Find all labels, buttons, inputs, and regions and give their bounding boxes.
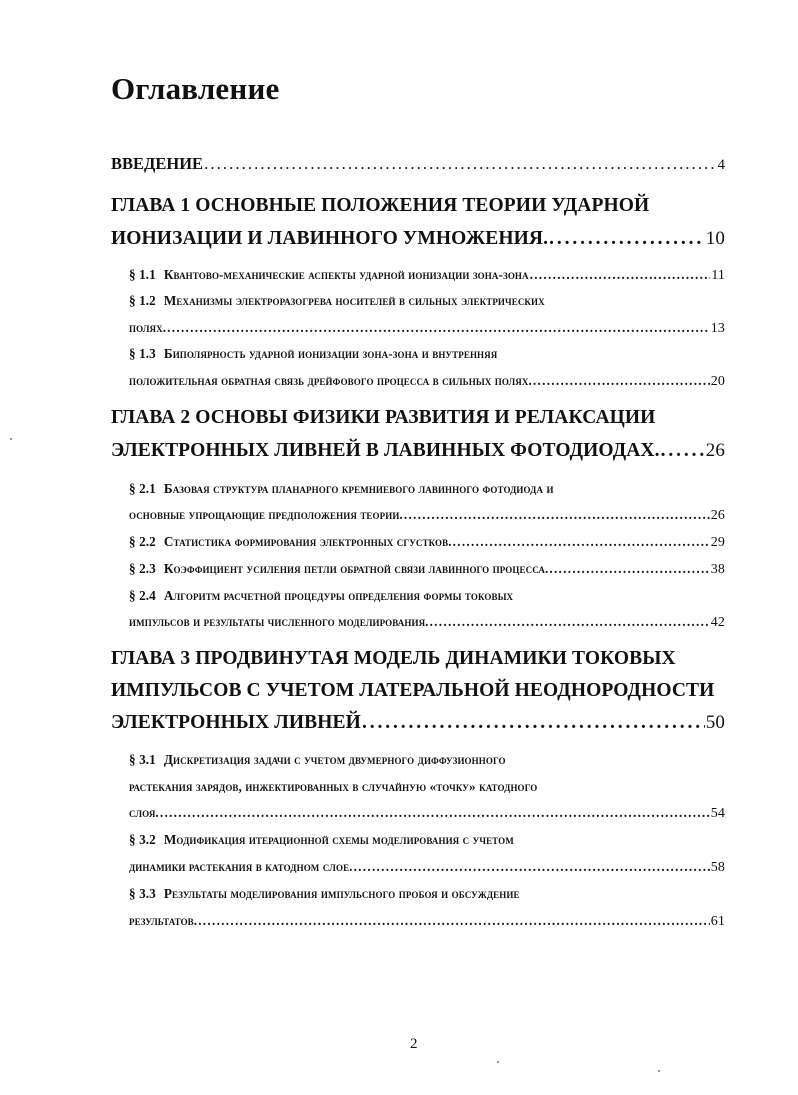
dot-leader [549,561,709,577]
dot-leader [404,507,710,523]
section-number: § 2.3 [129,561,156,576]
toc-page-number: 13 [710,321,725,336]
section-number: § 1.2 [129,293,156,308]
toc-chapter-1-line-1[interactable] [111,195,725,217]
scan-speck [658,1070,660,1072]
toc-chapter-3-line-3[interactable] [111,712,725,734]
section-title: полях. [129,320,167,335]
toc-section-3-1-line-3[interactable] [129,805,725,822]
dot-leader [533,373,710,389]
toc-chapter-text: ГЛАВА 2 ОСНОВЫ ФИЗИКИ РАЗВИТИЯ И РЕЛАКСАЦИИ [111,407,656,428]
toc-section-1-2-line-1[interactable] [129,293,725,309]
toc-section-3-2-line-1[interactable] [129,832,725,848]
toc-page-number: 42 [710,615,725,630]
toc-section-2-4-line-1[interactable] [129,588,725,604]
section-title: динамики растекания в катодном слое. [129,859,353,874]
toc-chapter-3-line-1[interactable] [111,648,725,670]
section-title: положительная обратная связь дрейфового процесса в сильных полях. [129,373,532,388]
scan-speck [497,1061,499,1063]
toc-chapter-text: ГЛАВА 1 ОСНОВНЫЕ ПОЛОЖЕНИЯ ТЕОРИИ УДАРНОЙ [111,195,650,216]
toc-chapter-3-line-2[interactable] [111,680,725,702]
toc-entry-text: ВВЕДЕНИЕ [111,154,204,173]
section-title: Механизмы электроразогрева носителей в сильных электрических [163,293,545,308]
section-title: Биполярность ударной ионизации зона-зона и внутренняя [163,346,498,361]
section-title: Квантово-механические аспекты ударной ионизации зона-зона [163,267,529,282]
dot-leader [453,534,710,550]
dot-leader [530,267,711,283]
toc-section-1-2-line-2[interactable] [129,320,725,337]
dot-leader [204,154,716,174]
section-number: § 3.3 [129,886,156,901]
section-number: § 2.4 [129,588,156,603]
toc-section-3-3-line-1[interactable] [129,886,725,902]
dot-leader [167,320,710,336]
section-title: Коэффициент усиления петли обратной связи лавинного процесса. [163,561,549,576]
toc-page-number: 4 [717,157,725,173]
section-number: § 1.3 [129,346,156,361]
section-title: Статистика формирования электронных сгустков. [163,534,452,549]
toc-page-number: 26 [710,508,725,523]
section-title: Модификация итерационной схемы моделирования с учетом [163,832,514,847]
toc-section-1-3-line-1[interactable] [129,346,725,362]
toc-section-2-4-line-2[interactable] [129,614,725,631]
toc-chapter-2-line-1[interactable] [111,407,725,429]
section-title: основные упрощающие предположения теории. [129,507,403,522]
toc-page-number: 26 [705,440,725,461]
toc-chapter-text: ЭЛЕКТРОННЫХ ЛИВНЕЙ [111,712,361,733]
section-title: Дискретизация задачи с учетом двумерного диффузионного [163,752,506,767]
section-number: § 2.2 [129,534,156,549]
toc-page-number: 61 [710,914,725,929]
section-number: § 3.1 [129,752,156,767]
toc-page-number: 29 [710,535,725,550]
toc-chapter-text: ГЛАВА 3 ПРОДВИНУТАЯ МОДЕЛЬ ДИНАМИКИ ТОКОВЫХ [111,648,676,669]
page-number: 2 [410,1036,418,1052]
page-title: Оглавление [111,71,280,106]
toc-section-3-2-line-2[interactable] [129,859,725,876]
section-title: результатов. [129,913,198,928]
toc-page-number: 50 [705,712,725,733]
section-number: § 1.1 [129,267,156,282]
dot-leader [160,805,710,821]
toc-section-2-1-line-2[interactable] [129,507,725,524]
dot-leader [430,614,710,630]
toc-chapter-text: ИОНИЗАЦИИ И ЛАВИННОГО УМНОЖЕНИЯ. [111,228,549,249]
toc-chapter-text: ЭЛЕКТРОННЫХ ЛИВНЕЙ В ЛАВИННЫХ ФОТОДИОДАХ. [111,440,660,461]
toc-section-1-3-line-2[interactable] [129,373,725,390]
toc-page-number: 38 [710,562,725,577]
scan-speck [10,438,12,440]
toc-page-number: 58 [710,860,725,875]
toc-section-1-1[interactable] [129,267,725,284]
section-title: слоя. [129,805,159,820]
section-number: § 3.2 [129,832,156,847]
section-number: § 2.1 [129,481,156,496]
toc-page-number: 20 [710,374,725,389]
toc-chapter-1-line-2[interactable] [111,228,725,250]
section-title: растекания зарядов, инжектированных в случайную «точку» катодного [129,779,538,794]
section-title: Базовая структура планарного кремниевого лавинного фотодиода и [163,481,554,496]
toc-section-2-3[interactable] [129,561,725,578]
section-title: Результаты моделирования импульсного пробоя и обсуждение [163,886,520,901]
dot-leader [549,228,705,250]
dot-leader [198,913,710,929]
toc-section-3-1-line-2[interactable] [129,779,725,795]
section-title: импульсов и результаты численного моделирования. [129,614,429,629]
section-title: Алгоритм расчетной процедуры определения формы токовых [163,588,514,603]
toc-entry-introduction[interactable] [111,154,725,174]
toc-section-2-2[interactable] [129,534,725,551]
toc-section-3-3-line-2[interactable] [129,913,725,930]
dot-leader [362,712,705,734]
toc-chapter-2-line-2[interactable] [111,440,725,462]
toc-section-3-1-line-1[interactable] [129,752,725,768]
toc-page-number: 11 [711,268,725,283]
toc-chapter-text: ИМПУЛЬСОВ С УЧЕТОМ ЛАТЕРАЛЬНОЙ НЕОДНОРОДНОСТИ [111,680,715,701]
toc-page-number: 54 [710,806,725,821]
dot-leader [354,859,710,875]
toc-section-2-1-line-1[interactable] [129,481,725,497]
toc-page-number: 10 [705,228,725,249]
dot-leader [661,440,705,462]
